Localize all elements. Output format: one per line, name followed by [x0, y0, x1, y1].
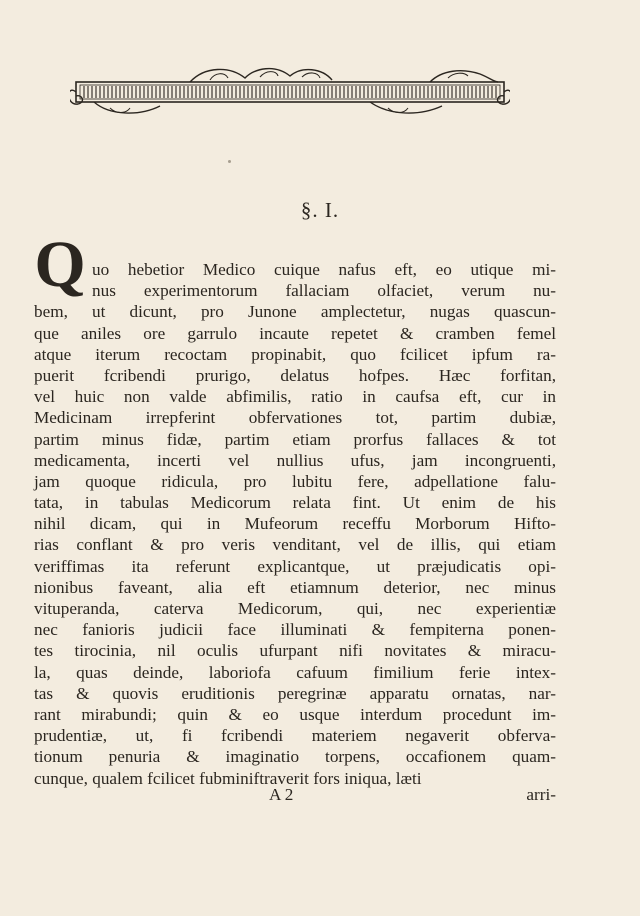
- text-line: bem, ut dicunt, pro Junone amplectetur, nugas quascun-: [34, 302, 556, 322]
- signature-mark: A 2: [269, 785, 294, 804]
- section-heading: §. I.: [300, 198, 340, 222]
- catchword: arri-: [526, 785, 556, 804]
- text-line: partim minus fidæ, partim etiam prorfus fallaces & tot: [34, 429, 556, 449]
- text-line: atque iterum recoctam propinabit, quo fcilicet ipfum ra-: [34, 344, 556, 364]
- text-line: nus experimentorum fallaciam olfaciet, verum nu-: [92, 281, 556, 301]
- text-line: nihil dicam, qui in Mufeorum receffu Morborum Hifto-: [34, 514, 556, 534]
- drop-cap-letter: Q: [34, 234, 86, 298]
- text-line: vituperanda, caterva Medicorum, qui, nec experientiæ: [34, 599, 556, 618]
- text-line: veriffimas ita referunt explicantque, ut præjudicatis opi-: [34, 556, 556, 576]
- print-speck: [228, 160, 231, 163]
- text-line: tas & quovis eruditionis peregrinæ apparatu ornatas, nar-: [34, 683, 556, 703]
- decorative-header-ornament: [70, 62, 510, 122]
- text-line: nionibus faveant, alia eft etiamnum deterior, nec minus: [34, 577, 556, 597]
- text-line: que aniles ore garrulo incaute repetet & cramben femel: [34, 323, 556, 343]
- body-text: [34, 259, 556, 789]
- text-line: tata, in tabulas Medicorum relata fint. Ut enim de his: [34, 493, 556, 513]
- text-line: puerit fcribendi prurigo, delatus hofpes. Hæc forfitan,: [34, 365, 556, 385]
- text-line: tes tirocinia, nil oculis ufurpant nifi novitates & miracu-: [34, 641, 556, 661]
- text-line: nec fanioris judicii face illuminati & fempiterna ponen-: [34, 620, 556, 640]
- text-line: prudentiæ, ut, fi fcribendi materiem negaverit obferva-: [34, 726, 556, 746]
- text-line: medicamenta, incerti vel nullius ufus, jam incongruenti,: [34, 450, 556, 470]
- text-line: rias conflant & pro veris venditant, vel de illis, qui etiam: [34, 535, 556, 555]
- text-line: tionum penuria & imaginatio torpens, occafionem quam-: [34, 747, 556, 767]
- text-line: vel huic non valde abfimilis, ratio in caufsa eft, cur in: [34, 387, 556, 407]
- text-line: rant mirabundi; quin & eo usque interdum procedunt im-: [34, 704, 556, 724]
- text-line: uo hebetior Medico cuique nafus eft, eo utique mi-: [92, 260, 556, 279]
- page-footer: [34, 785, 556, 809]
- text-line: jam quoque ridicula, pro lubitu fere, adpellatione falu-: [34, 471, 556, 491]
- text-line: la, quas deinde, laboriofa cafuum fimilium ferie intex-: [34, 662, 556, 682]
- text-line: cunque, qualem fcilicet fubminiftraverit fors iniqua, læti: [34, 768, 422, 788]
- text-line: Medicinam irrepferint obfervationes tot, partim dubiæ,: [34, 408, 556, 428]
